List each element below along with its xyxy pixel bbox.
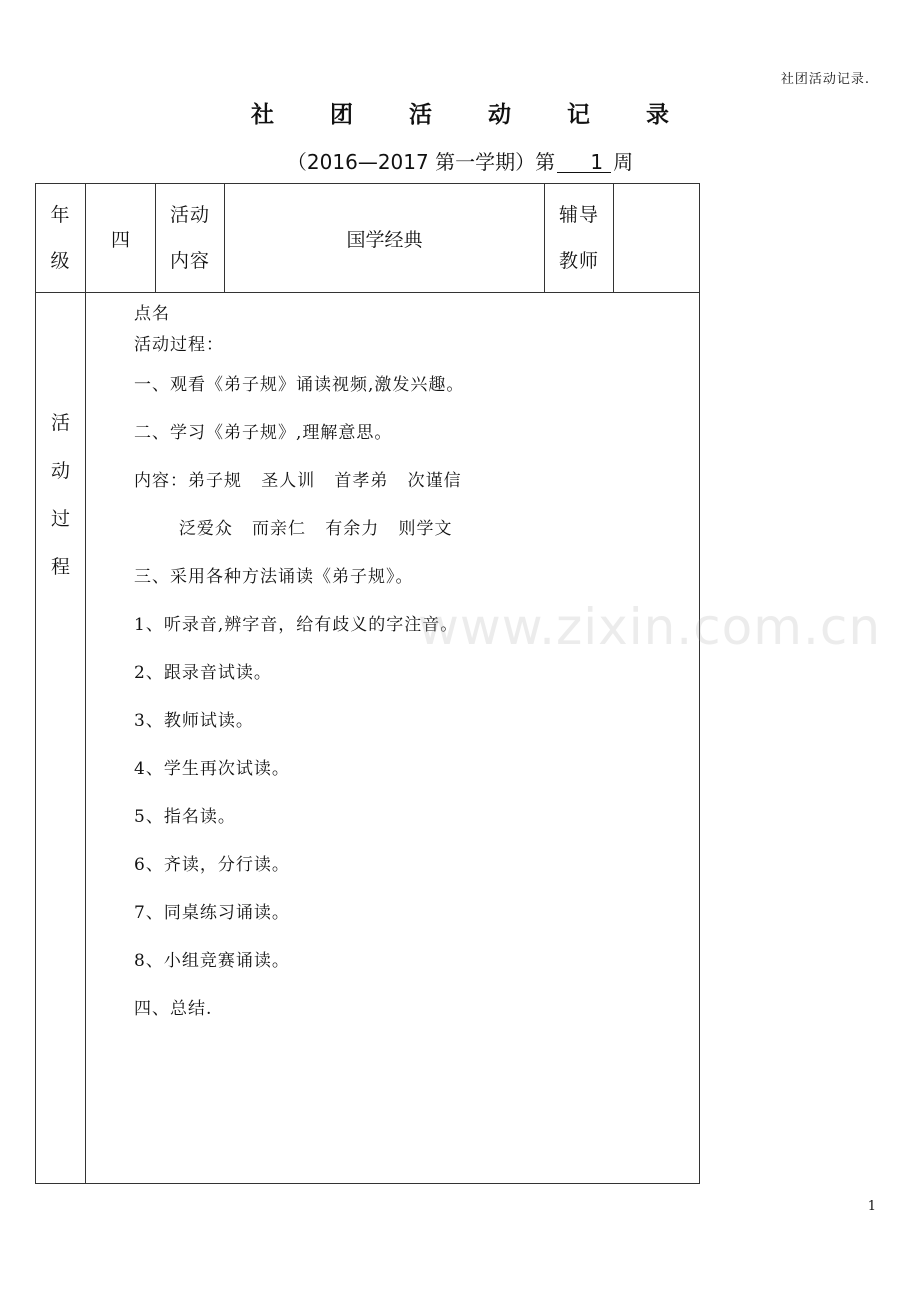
content-label-cell — [156, 184, 225, 293]
process-line: 8、小组竞赛诵读。 — [134, 951, 290, 971]
process-line: 三、采用各种方法诵读《弟子规》。 — [134, 567, 414, 587]
process-line: 1、听录音,辨字音，给有歧义的字注音。 — [134, 615, 459, 635]
process-label-char: 过 — [50, 508, 70, 530]
process-line: 四、总结. — [134, 999, 213, 1019]
process-line: 3、教师试读。 — [134, 711, 254, 731]
teacher-label-line: 辅导 — [558, 204, 599, 226]
watermark: www.zixin.com.cn — [418, 598, 882, 656]
page-number: 1 — [867, 1199, 876, 1214]
activity-record-table — [35, 183, 700, 1184]
process-content-cell — [86, 293, 700, 1184]
process-line: 活动过程： — [134, 335, 224, 355]
subtitle-prefix: （2016—2017 第一学期）第 — [286, 150, 556, 174]
week-number: 1 — [557, 152, 611, 173]
teacher-label-line: 教师 — [558, 250, 599, 272]
header-note: 社团活动记录. — [780, 72, 870, 87]
process-label-char: 程 — [50, 556, 70, 578]
process-line: 2、跟录音试读。 — [134, 663, 272, 683]
grade-label-line: 级 — [50, 250, 71, 272]
grade-value: 四 — [86, 184, 156, 293]
process-line: 4、学生再次试读。 — [134, 759, 290, 779]
content-label-line: 活动 — [169, 204, 210, 226]
grade-label-cell — [36, 184, 86, 293]
process-line: 二、学习《弟子规》,理解意思。 — [134, 423, 393, 443]
process-row — [36, 293, 700, 1184]
content-value: 国学经典 — [225, 184, 545, 293]
process-line: 7、同桌练习诵读。 — [134, 903, 290, 923]
process-line: 内容：弟子规 圣人训 首孝弟 次谨信 — [134, 471, 462, 491]
process-line: 泛爱众 而亲仁 有余力 则学文 — [134, 519, 453, 539]
teacher-label-cell — [545, 184, 614, 293]
process-line: 6、齐读，分行读。 — [134, 855, 290, 875]
content-label-line: 内容 — [169, 250, 210, 272]
header-row — [36, 184, 700, 293]
process-line: 点名 — [134, 304, 170, 324]
process-label-char: 活 — [50, 412, 70, 434]
subtitle-suffix: 周 — [613, 150, 634, 174]
teacher-value — [614, 184, 700, 293]
process-line: 一、观看《弟子规》诵读视频,激发兴趣。 — [134, 375, 465, 395]
process-label-cell — [36, 293, 86, 1184]
document-title: 社 团 活 动 记 录 — [250, 101, 694, 128]
process-line: 5、指名读。 — [134, 807, 236, 827]
document-subtitle — [0, 146, 920, 175]
process-label-char: 动 — [50, 460, 70, 482]
grade-label-line: 年 — [50, 204, 71, 226]
